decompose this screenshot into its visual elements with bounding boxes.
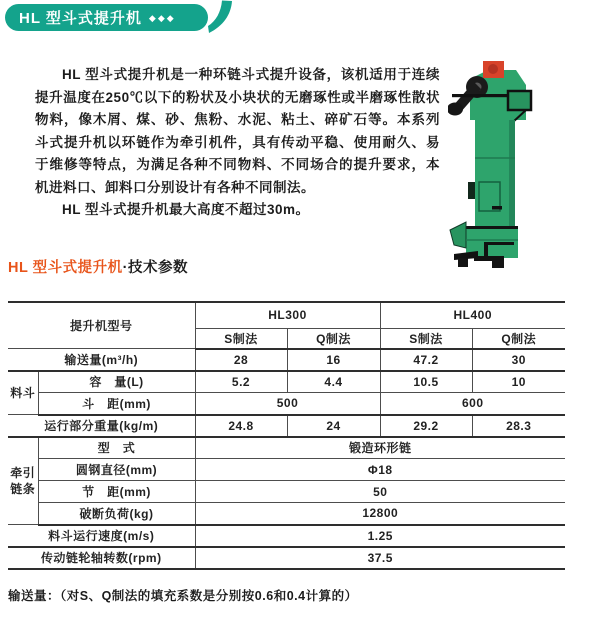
- method-cell: S制法: [380, 329, 472, 349]
- value-cell: 50: [195, 481, 565, 503]
- value-cell: 24.8: [195, 415, 287, 437]
- page-header: [0, 0, 604, 38]
- row-label-spacing: 斗 距(mm): [38, 393, 195, 415]
- value-cell: 10: [472, 371, 565, 393]
- value-cell: 12800: [195, 503, 565, 525]
- value-cell: 30: [472, 349, 565, 371]
- row-label-speed: 料斗运行速度(m/s): [8, 525, 195, 547]
- model-hl400-cell: HL400: [380, 302, 565, 329]
- row-label-breaking-load: 破断负荷(kg): [38, 503, 195, 525]
- model-header-cell: 提升机型号: [8, 302, 195, 349]
- swoosh-icon: [208, 0, 234, 34]
- group-label-chain: 牵引链条: [8, 437, 38, 525]
- value-cell: 锻造环形链: [195, 437, 565, 459]
- table-footnote: 输送量：（对S、Q制法的填充系数是分别按0.6和0.4计算的）: [8, 588, 358, 603]
- value-cell: 28.3: [472, 415, 565, 437]
- diamond-ornaments-icon: ◆◆◆: [148, 13, 176, 23]
- value-cell: 600: [380, 393, 565, 415]
- value-cell: 24: [287, 415, 380, 437]
- section-title-product: HL 型斗式提升机: [8, 259, 123, 276]
- value-cell: 500: [195, 393, 380, 415]
- value-cell: 10.5: [380, 371, 472, 393]
- row-label-type: 型 式: [38, 437, 195, 459]
- value-cell: 29.2: [380, 415, 472, 437]
- row-label-sprocket-rpm: 传动链轮轴转数(rpm): [8, 547, 195, 569]
- row-label-running-weight: 运行部分重量(kg/m): [8, 415, 195, 437]
- value-cell: 5.2: [195, 371, 287, 393]
- method-cell: Q制法: [287, 329, 380, 349]
- section-title-suffix: ·技术参数: [122, 259, 188, 276]
- title-banner: [5, 4, 208, 31]
- model-hl300-cell: HL300: [195, 302, 380, 329]
- value-cell: 28: [195, 349, 287, 371]
- spec-table: [8, 301, 565, 570]
- value-cell: 1.25: [195, 525, 565, 547]
- value-cell: 16: [287, 349, 380, 371]
- row-label-conveying: 输送量(m³/h): [8, 349, 195, 371]
- bucket-elevator-image: [448, 58, 600, 270]
- intro-paragraph-1: HL 型斗式提升机是一种环链斗式提升设备，该机适用于连续提升温度在250℃以下的粉状及小块状的无磨琢性或半磨琢性散状物料，像木屑、煤、砂、焦粉、水泥、粘土、碎矿石等。本系列斗式提升机以环链作为牵引机件，具有传动平稳、使用耐久、易于维修等特点，为满足各种不同物料、不同场合的提升要求，本机进料口、卸料口分别设计有各种不同制法。: [35, 67, 440, 195]
- group-label-bucket: 料斗: [8, 371, 38, 415]
- method-cell: S制法: [195, 329, 287, 349]
- value-cell: 4.4: [287, 371, 380, 393]
- value-cell: 37.5: [195, 547, 565, 569]
- intro-paragraph-2: HL 型斗式提升机最大高度不超过30m。: [62, 202, 310, 217]
- row-label-capacity: 容 量(L): [38, 371, 195, 393]
- intro-text: [35, 64, 440, 222]
- page-title: HL 型斗式提升机: [19, 10, 142, 27]
- method-cell: Q制法: [472, 329, 565, 349]
- value-cell: Φ18: [195, 459, 565, 481]
- value-cell: 47.2: [380, 349, 472, 371]
- row-label-rod-dia: 圆钢直径(mm): [38, 459, 195, 481]
- row-label-pitch: 节 距(mm): [38, 481, 195, 503]
